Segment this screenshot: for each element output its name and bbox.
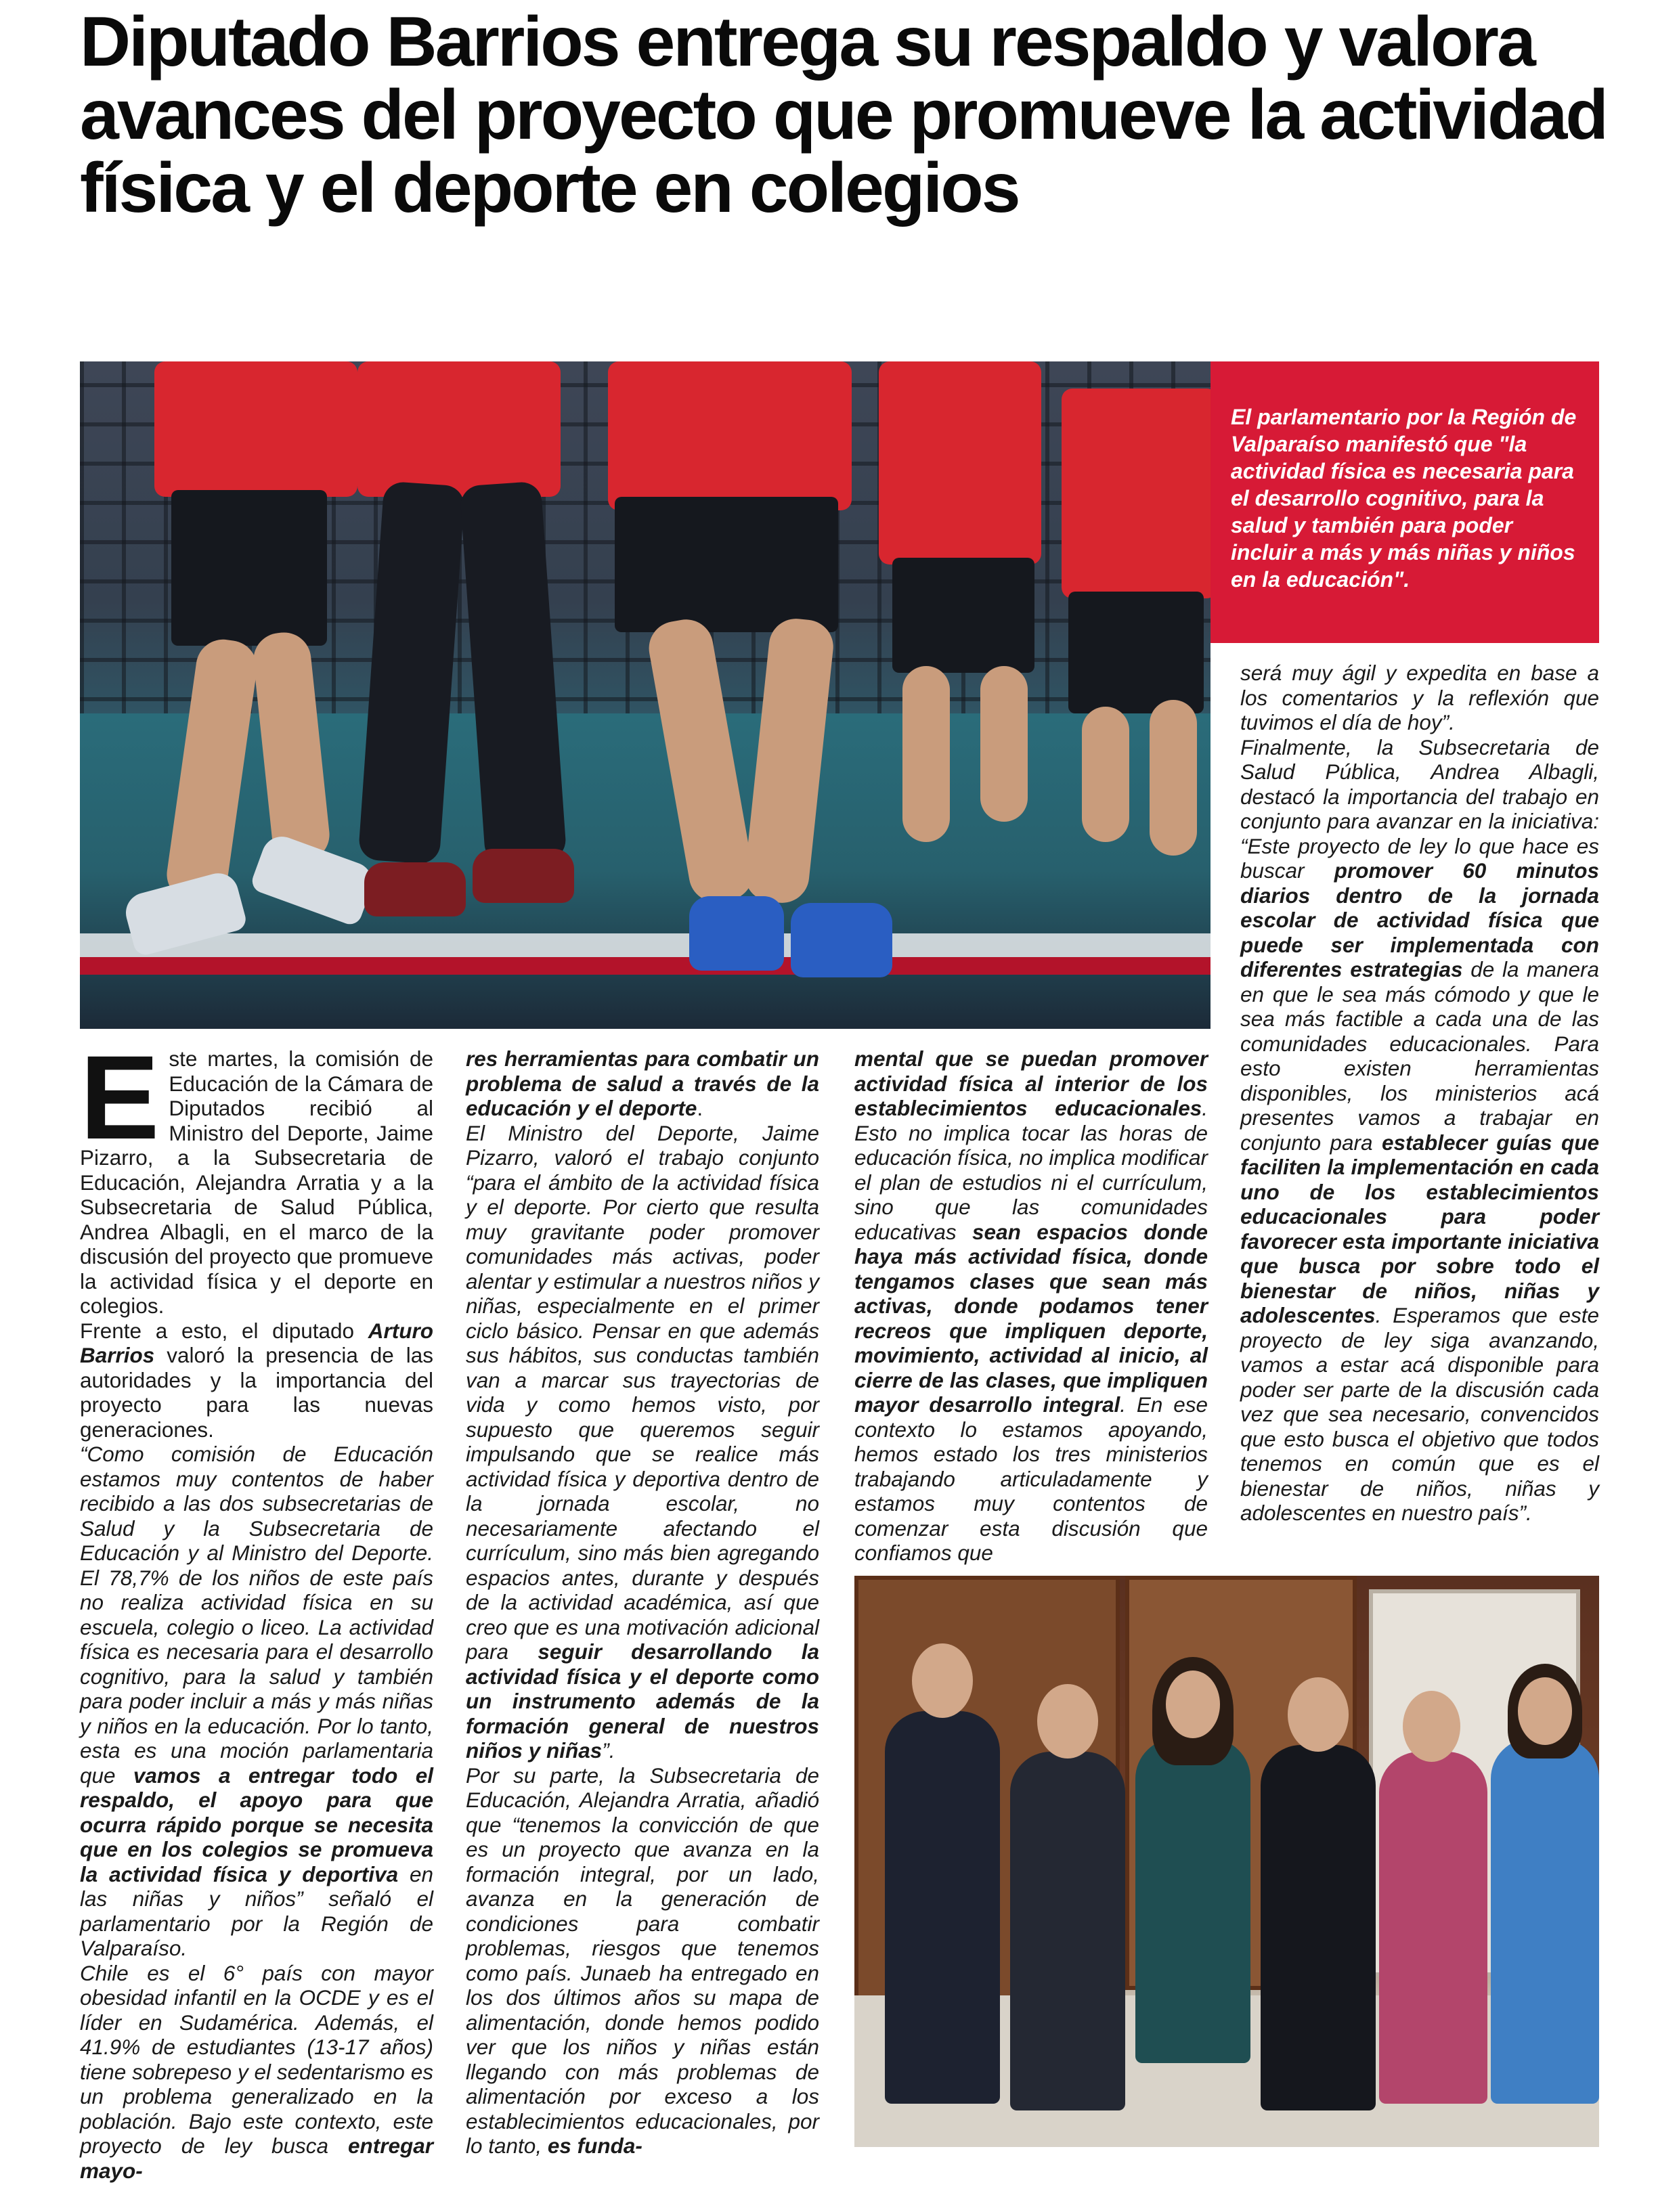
paragraph xyxy=(466,1046,819,1121)
shorts xyxy=(615,497,838,632)
paragraph xyxy=(1240,661,1599,735)
quote-text: será muy ágil y expedita en base a los comentarios y la reflexión que tuvimos el día de hoy”. xyxy=(1240,661,1599,734)
person xyxy=(1135,1738,1250,2063)
quote-text: de la manera en que le sea más cómodo y que le sea más factible a cada una de las comunidades educacionales. Para esto existen herramientas disponibles, los ministerios acá presentes vamos a trabajar en conjunto para xyxy=(1240,957,1599,1155)
red-shirt xyxy=(879,361,1041,565)
sneaker xyxy=(689,896,784,971)
shorts xyxy=(171,490,327,646)
headline: Diputado Barrios entrega su respaldo y valora avances del proyecto que promueve la actividad física y el deporte en colegios xyxy=(80,3,1607,227)
text: valoró la presencia de las autoridades y la importancia del proyecto para las nuevas generaciones. xyxy=(80,1343,433,1442)
group-photo xyxy=(854,1576,1599,2147)
quote-text: ”. xyxy=(602,1738,615,1763)
head xyxy=(1166,1671,1220,1738)
bold-text: entregar mayo- xyxy=(80,2133,433,2183)
head xyxy=(1037,1684,1098,1758)
text: ste martes, la comisión de Educación de la Cámara de Diputados recibió al Ministro del Deporte, Jaime Pizarro, a la Subsecretaria de Educación, Alejandra Arratia y a la Subsecretaria de Salud Pública, Andrea Albagli, en el marco de la discusión del proyecto que promueve la actividad física y el deporte en colegios. xyxy=(80,1046,433,1318)
bold-text: seguir desarrollando la actividad física y el deporte como un instrumento además de la formación general de nuestros niños y niñas xyxy=(466,1639,819,1763)
red-shirt xyxy=(154,361,357,497)
article-column-3 xyxy=(854,1046,1208,1566)
quote-text: . En ese contexto lo estamos apoyando, hemos estado los tres ministerios trabajando articuladamente y estamos muy contentos de comenzar esta discusión que confiamos que xyxy=(854,1392,1208,1565)
shorts xyxy=(1068,592,1204,713)
quote-text: Finalmente, la Subsecretaria de Salud Pública, Andrea Albagli, destacó la importancia del trabajo en conjunto para avanzar en la iniciativa: “Este proyecto de ley lo que hace es buscar xyxy=(1240,734,1599,883)
text: Frente a esto, el diputado xyxy=(80,1318,368,1343)
paragraph xyxy=(854,1046,1208,1566)
leg xyxy=(1082,707,1129,842)
red-shirt xyxy=(357,361,561,497)
paragraph xyxy=(466,1121,819,1763)
paragraph xyxy=(80,1319,433,1442)
students-running-photo xyxy=(80,361,1211,1029)
bold-text: Arturo Barrios xyxy=(80,1318,433,1367)
person xyxy=(1379,1752,1487,2104)
bold-text: vamos a entregar todo el respaldo, el apoyo para que ocurra rápido porque se necesita que en los colegios se promueva la actividad física y deportiva xyxy=(80,1763,433,1886)
head xyxy=(1288,1677,1349,1752)
red-shirt xyxy=(608,361,852,510)
article-column-2 xyxy=(466,1046,819,2159)
text: Chile es el 6° país con mayor obesidad infantil en la OCDE y es el líder en Sudamérica. Además, el 41.9% de estudiantes (13-17 años) tiene sobrepeso y el sedentarismo es un problema generalizado en la población. Bajo este contexto, este proyecto de ley busca xyxy=(80,1960,433,2158)
quote-text: . Esto no implica tocar las horas de educación física, no implica modificar el plan de estudios ni el currículum, sino que las comunidades educativas xyxy=(854,1096,1208,1244)
drop-cap: E xyxy=(80,1032,160,1164)
leg xyxy=(980,666,1028,822)
article-column-4 xyxy=(1240,661,1599,1526)
bold-text: establecer guías que faciliten la implementación en cada uno de los establecimientos educacionales para poder favorecer esta importante iniciativa que busca por sobre todo el bienestar de niños, niñas y adolescentes xyxy=(1240,1130,1599,1327)
court-floor xyxy=(80,713,1211,1029)
bold-text: mental que se puedan promover actividad física al interior de los establecimientos educacionales xyxy=(854,1046,1208,1120)
sneaker xyxy=(364,862,466,916)
head xyxy=(1518,1677,1572,1745)
quote-text: . Esperamos que este proyecto de ley siga avanzando, vamos a estar acá disponible para poder ser parte de la discusión cada vez que sea necesario, convencidos que esto busca el objetivo que todos tenemos en común que es el bienestar de niños, niñas y adolescentes en nuestro país”. xyxy=(1240,1303,1599,1525)
quote-text: en las niñas y niños” señaló el parlamentario por la Región de Valparaíso. xyxy=(80,1861,433,1960)
sneaker xyxy=(473,849,574,903)
text: . xyxy=(697,1096,703,1120)
person xyxy=(1491,1738,1599,2104)
bold-text: res herramientas para combatir un problema de salud a través de la educación y el deporte xyxy=(466,1046,819,1120)
court-line xyxy=(80,933,1211,958)
quote-text: “Como comisión de Educación estamos muy contentos de haber recibido a las dos subsecretarias de Salud y la Subsecretaria de Educación y al Ministro del Deporte. El 78,7% de los niños de este país no realiza actividad física en su escuela, colegio o liceo. La actividad física es necesaria para el desarrollo cognitivo, para la salud y también para poder incluir a más y más niñas y niños en la educación. Por lo tanto, esta es una moción parlamentaria que xyxy=(80,1442,433,1788)
head xyxy=(1403,1691,1460,1762)
person xyxy=(1261,1745,1376,2110)
paragraph xyxy=(80,1961,433,2184)
leg xyxy=(1150,700,1197,856)
bold-text: sean espacios donde haya más actividad física, donde tengamos clases que sean más activas, donde podamos tener recreos que impliquen deporte, movimiento, actividad al inicio, al cierre de las clases, que impliquen mayor desarrollo integral xyxy=(854,1219,1208,1417)
head xyxy=(912,1643,973,1718)
paragraph xyxy=(80,1442,433,1961)
court-red-line xyxy=(80,957,1211,975)
bold-text: es funda- xyxy=(547,2133,642,2158)
article-column-1 xyxy=(80,1032,433,2183)
pull-quote: El parlamentario por la Región de Valparaíso manifestó que "la actividad física es necesaria para el desarrollo cognitivo, para la salud y también para poder incluir a más y más niñas y niños en la educación". xyxy=(1211,361,1599,643)
shorts xyxy=(892,558,1034,673)
bold-text: promover 60 minutos diarios dentro de la jornada escolar de actividad física que puede ser implementada con diferentes estrategias xyxy=(1240,858,1599,981)
sneaker xyxy=(791,903,892,977)
paragraph xyxy=(466,1763,819,2159)
leg xyxy=(902,666,950,842)
paragraph xyxy=(1240,735,1599,1526)
red-shirt xyxy=(1062,389,1211,598)
person xyxy=(1010,1752,1125,2110)
quote-text: El Ministro del Deporte, Jaime Pizarro, valoró el trabajo conjunto “para el ámbito de la actividad física y el deporte. Por cierto que resulta muy gravitante poder promover comunidades más activas, poder alentar y estimular a nuestros niños y niñas, especialmente en el primer ciclo básico. Pensar en que además sus hábitos, sus conductas también van a marcar sus trayectorias de vida y como hemos visto, por supuesto que queremos seguir impulsando que se realice más actividad física y deportiva dentro de la jornada escolar, no necesariamente afectando el currículum, sino más bien agregando espacios antes, durante y después de la actividad académica, así que creo que es una motivación adicional para xyxy=(466,1120,819,1664)
quote-text: Por su parte, la Subsecretaria de Educación, Alejandra Arratia, añadió que “tenemos la convicción de que es un proyecto que avanza en la formación integral, por un lado, avanza en la generación de condiciones para combatir problemas, riesgos que tenemos como país. Junaeb ha entregado en los dos últimos años su mapa de alimentación, donde hemos podido ver que los niños y niñas están llegando con más problemas de alimentación por exceso a los establecimientos educacionales, por lo tanto, xyxy=(466,1763,819,2158)
person xyxy=(885,1711,1000,2104)
